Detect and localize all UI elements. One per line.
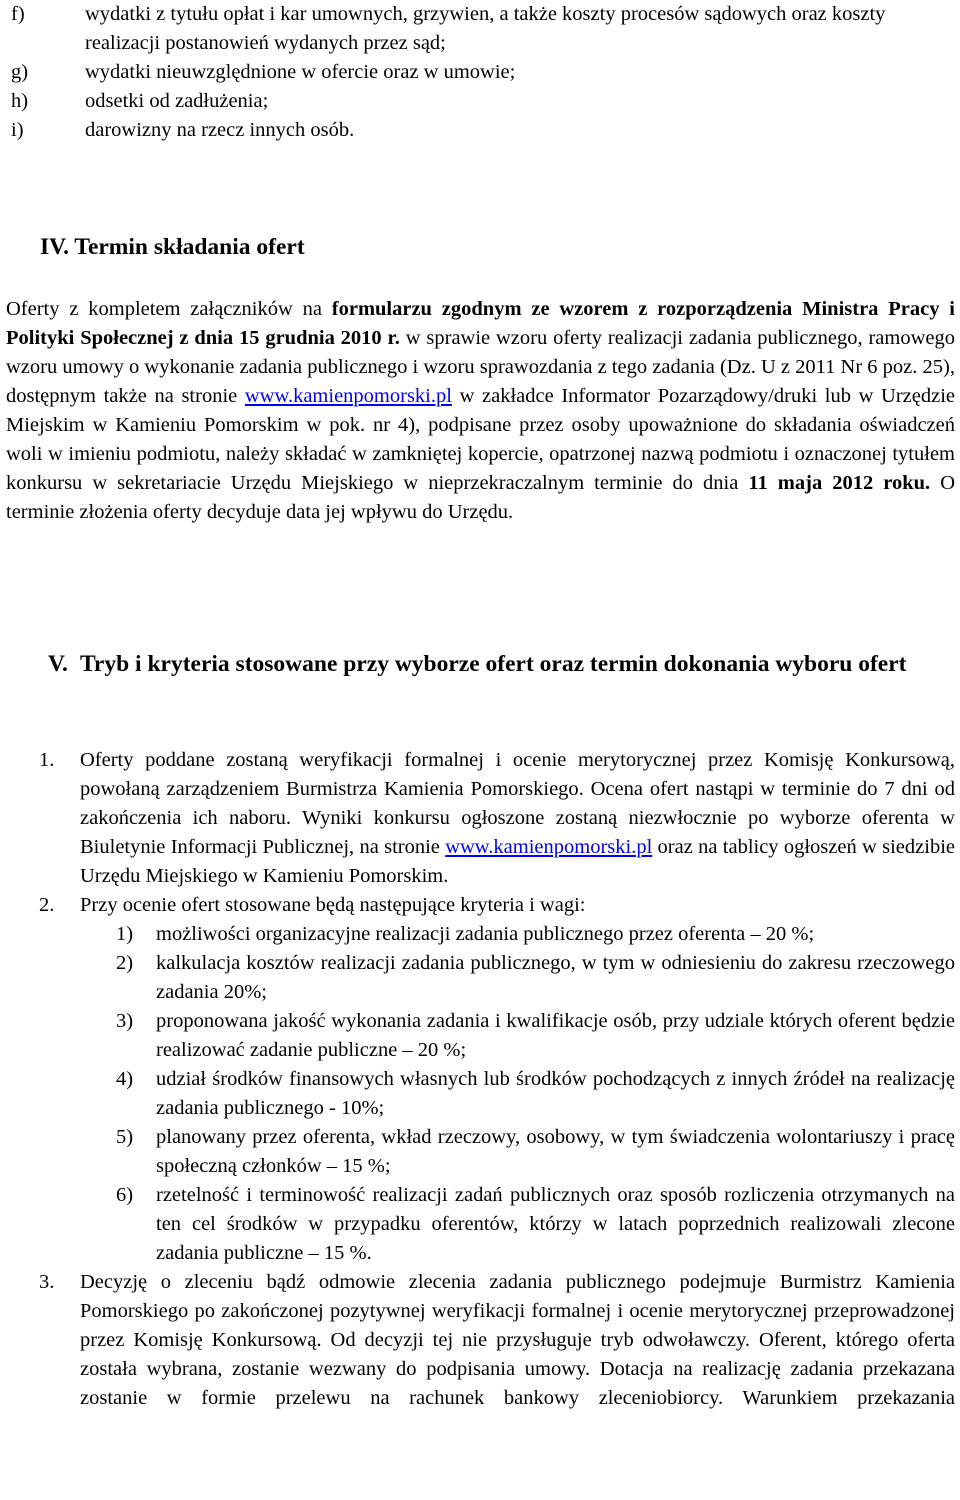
list-marker: h) [11,90,29,112]
website-link[interactable]: www.kamienpomorski.pl [244,385,452,407]
section-iv-paragraph: Oferty z kompletem załączników na formularzu zgodnym ze wzorem z rozporządzenia Ministra Pracy i Polityki Społecznej z dnia 15 grudnia 2010 r. w sprawie wzoru oferty realizacji zadania publicznego, ramowego wzoru umowy o wykonanie zadania publicznego i wzoru sprawozdania z tego zadania (Dz. U z 2011 Nr 6 poz. 25), dostępnym także na stronie www.kamienpomorski.pl w zakładce Informator Pozarządowy/druki lub w Urzędzie Miejskim w Kamieniu Pomorskim w pok. nr 4), podpisane przez osoby upoważnione do składania oświadczeń woli w imieniu podmiotu, należy składać w zamkniętej kopercie, opatrzonej nazwą podmiotu i oznaczonej tytułem konkursu w sekretariacie Urzędu Miejskiego w nieprzekraczalnym terminie do dnia 11 maja 2012 roku. O terminie złożenia oferty decyduje data jej wpływu do Urzędu. [6,298,956,523]
criteria-list [6,920,955,1268]
list-marker: g) [11,61,29,83]
numbered-item-1: 1. Oferty poddane zostaną weryfikacji formalnej i ocenie merytorycznej przez Komisję Konkursową, powołaną zarządzeniem Burmistrza Kamienia Pomorskiego. Ocena ofert nastąpi w terminie do 7 dni od zakończenia ich naboru. Wyniki konkursu ogłoszone zostaną niezwłocznie po wyborze oferenta w Biuletynie Informacji Publicznej, na stronie www.kamienpomorski.pl oraz na tablicy ogłoszeń w siedzibie Urzędu Miejskiego w Kamieniu Pomorskim. [6,746,955,891]
section-title: Termin składania ofert [74,234,305,260]
criterion-marker: 5) [116,1126,134,1148]
criterion-item: 6) rzetelność i terminowość realizacji zadań publicznych oraz sposób rozliczenia otrzymanych na ten cel środków w przypadku oferentów, którzy w latach poprzednich realizowali zlecone zadania publiczne – 15 %. [6,1181,955,1268]
section-v-list [6,746,955,1413]
section-heading-v [48,648,955,680]
section-number: V. [48,651,68,677]
list-item-i [11,116,951,145]
exclusions-list [11,0,951,145]
numbered-item-3: 3. Decyzję o zleceniu bądź odmowie zlecenia zadania publicznego podejmuje Burmistrz Kamienia Pomorskiego po zakończonej pozytywnej weryfikacji formalnej i ocenie merytorycznej przeprowadzonej przez Komisję Konkursową. Od decyzji tej nie przysługuje tryb odwoławczy. Oferent, którego oferta została wybrana, zostanie wezwany do podpisania umowy. Dotacja na realizację zadania przekazana zostanie w formie przelewu na rachunek bankowy zleceniobiorcy. Warunkiem przekazania [6,1268,955,1413]
regulation-reference: formularzu zgodnym ze wzorem z rozporządzenia Ministra Pracy i Polityki Społecznej z dnia 15 grudnia 2010 r. [6,298,955,349]
criterion-marker: 4) [116,1068,134,1090]
list-item-text: wydatki z tytułu opłat i kar umownych, grzywien, a także koszty procesów sądowych oraz koszty realizacji postanowień wydanych przez sąd; [85,3,886,54]
criterion-marker: 6) [116,1184,134,1206]
list-item-g [11,58,951,87]
list-item-text: darowizny na rzecz innych osób. [85,119,355,141]
criterion-item: 2) kalkulacja kosztów realizacji zadania publicznego, w tym w odniesieniu do zakresu rzeczowego zadania 20%; [6,949,955,1007]
criterion-item: 4) udział środków finansowych własnych lub środków pochodzących z innych źródeł na realizację zadania publicznego - 10%; [6,1065,955,1123]
criterion-marker: 3) [116,1010,134,1032]
list-marker: f) [11,3,25,25]
list-item-text: odsetki od zadłużenia; [85,90,269,112]
section-title: Tryb i kryteria stosowane przy wyborze ofert oraz termin dokonania wyboru ofert [80,651,907,677]
numbered-item-2: 2. Przy ocenie ofert stosowane będą następujące kryteria i wagi: [6,891,955,920]
list-item-text: wydatki nieuwzględnione w ofercie oraz w umowie; [85,61,516,83]
criterion-item: 1) możliwości organizacyjne realizacji zadania publicznego przez oferenta – 20 %; [6,920,955,949]
list-item-h [11,87,951,116]
website-link[interactable]: www.kamienpomorski.pl [445,836,653,858]
deadline-date: 11 maja 2012 roku. [748,472,931,494]
item-marker: 2. [39,894,55,916]
item-marker: 3. [39,1271,55,1293]
criterion-marker: 1) [116,923,134,945]
section-number: IV. [40,234,69,260]
item-marker: 1. [39,749,55,771]
list-marker: i) [11,119,24,141]
section-heading-iv [40,231,305,263]
criterion-item: 3) proponowana jakość wykonania zadania i kwalifikacje osób, przy udziale których oferent będzie realizować zadanie publiczne – 20 %; [6,1007,955,1065]
list-item-f [11,0,951,58]
criterion-item: 5) planowany przez oferenta, wkład rzeczowy, osobowy, w tym świadczenia wolontariuszy i pracę społeczną członków – 15 %; [6,1123,955,1181]
criterion-marker: 2) [116,952,134,974]
